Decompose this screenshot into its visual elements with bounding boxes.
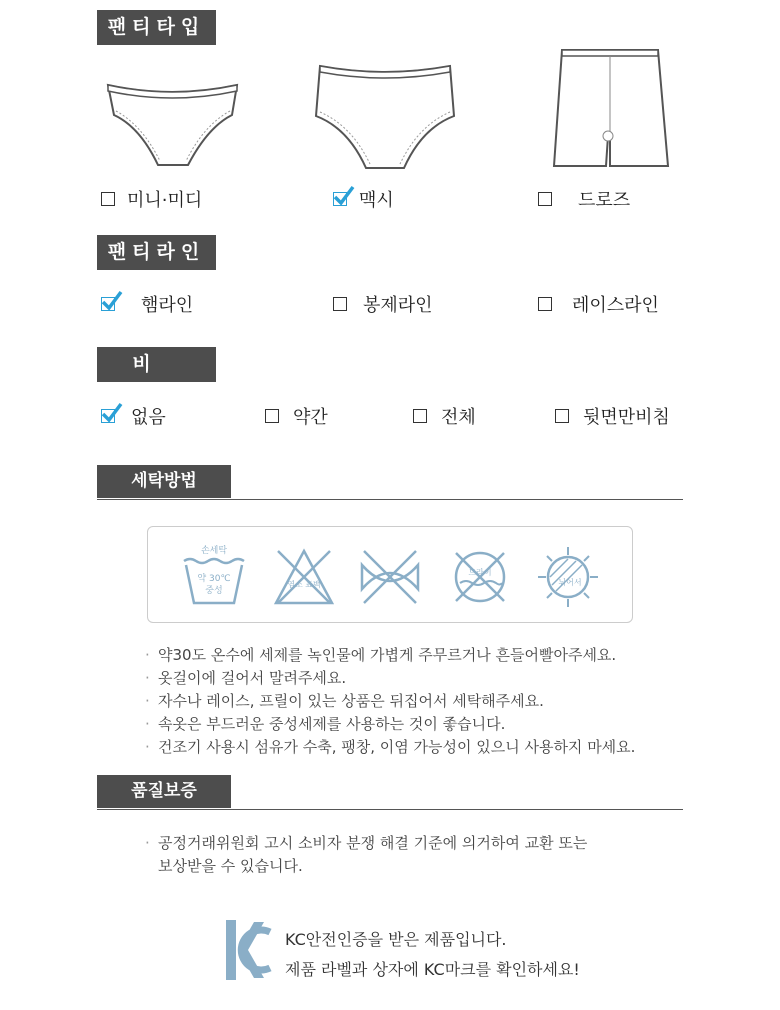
checkbox[interactable]	[538, 192, 552, 206]
option-label: 뒷면만비침	[583, 407, 670, 428]
option-none[interactable]	[101, 403, 166, 429]
panty-line-label: 팬티라인	[97, 235, 216, 270]
shade-dry-icon	[536, 545, 600, 609]
washing-section-header	[97, 465, 683, 500]
option-label: 전체	[441, 407, 476, 428]
svg-text:염소 표백: 염소 표백	[287, 580, 321, 589]
no-wring-icon	[358, 545, 422, 609]
checkbox[interactable]	[265, 409, 279, 423]
checkbox[interactable]	[413, 409, 427, 423]
option-label: 약간	[293, 407, 328, 428]
option-lace-line[interactable]	[538, 291, 659, 317]
hand-wash-icon	[178, 541, 250, 613]
svg-text:뉘어서: 뉘어서	[558, 578, 582, 587]
check-mark-icon	[99, 290, 123, 312]
kc-line-1: KC안전인증을 받은 제품입니다.	[285, 930, 507, 949]
option-maxi[interactable]	[333, 186, 394, 212]
mini-midi-panty-illustration	[100, 75, 245, 175]
quality-title: 품질보증	[97, 775, 231, 808]
quality-line-2: 보상받을 수 있습니다.	[158, 857, 303, 875]
checkbox[interactable]	[555, 409, 569, 423]
quality-section-header	[97, 775, 683, 810]
option-label: 레이스라인	[572, 295, 659, 316]
check-mark-icon	[331, 185, 355, 207]
panty-type-label: 팬티타입	[97, 10, 216, 45]
quality-text	[145, 832, 587, 878]
list-item: · 속옷은 부드러운 중성세제를 사용하는 것이 좋습니다.	[145, 713, 635, 736]
option-label: 드로즈	[578, 190, 631, 211]
checked-checkbox[interactable]	[101, 409, 115, 423]
option-label: 없음	[131, 407, 166, 428]
checkbox[interactable]	[538, 297, 552, 311]
svg-text:드라이: 드라이	[468, 568, 492, 577]
list-item: · 약30도 온수에 세제를 녹인물에 가볍게 주무르거나 흔들어빨아주세요.	[145, 644, 635, 667]
see-through-label: 비침	[97, 347, 216, 382]
washing-title: 세탁방법	[97, 465, 231, 498]
option-drawers[interactable]	[538, 186, 630, 212]
kc-mark-icon	[224, 918, 272, 982]
checked-checkbox[interactable]	[101, 297, 115, 311]
svg-text:약 30℃: 약 30℃	[197, 574, 231, 584]
option-sewn-line[interactable]	[333, 291, 433, 317]
option-label: 미니·미디	[127, 190, 203, 211]
quality-line-1: 공정거래위원회 고시 소비자 분쟁 해결 기준에 의거하여 교환 또는	[158, 834, 588, 852]
list-item: · 건조기 사용시 섬유가 수축, 팽창, 이염 가능성이 있으니 사용하지 마세요.	[145, 736, 635, 759]
svg-text:손세탁: 손세탁	[200, 546, 228, 556]
list-item: · 자수나 레이스, 프릴이 있는 상품은 뒤집어서 세탁해주세요.	[145, 690, 635, 713]
option-slight[interactable]	[265, 403, 328, 429]
option-back-only[interactable]	[555, 403, 670, 429]
check-mark-icon	[99, 402, 123, 424]
no-dry-clean-icon	[448, 545, 512, 609]
option-label: 맥시	[359, 190, 394, 211]
option-label: 봉제라인	[363, 295, 433, 316]
option-hem-line[interactable]	[101, 291, 193, 317]
no-bleach-icon	[272, 545, 336, 609]
drawers-panty-illustration	[548, 44, 673, 172]
svg-text:중성: 중성	[205, 586, 223, 596]
option-full[interactable]	[413, 403, 476, 429]
care-symbols-panel	[147, 526, 633, 623]
list-item	[145, 832, 587, 878]
washing-instructions	[145, 644, 635, 759]
checkbox[interactable]	[101, 192, 115, 206]
option-label: 햄라인	[141, 295, 194, 316]
maxi-panty-illustration	[310, 58, 460, 178]
kc-line-2: 제품 라벨과 상자에 KC마크를 확인하세요!	[285, 960, 580, 979]
checked-checkbox[interactable]	[333, 192, 347, 206]
option-mini-midi[interactable]	[101, 186, 202, 212]
checkbox[interactable]	[333, 297, 347, 311]
list-item: · 옷걸이에 걸어서 말려주세요.	[145, 667, 635, 690]
